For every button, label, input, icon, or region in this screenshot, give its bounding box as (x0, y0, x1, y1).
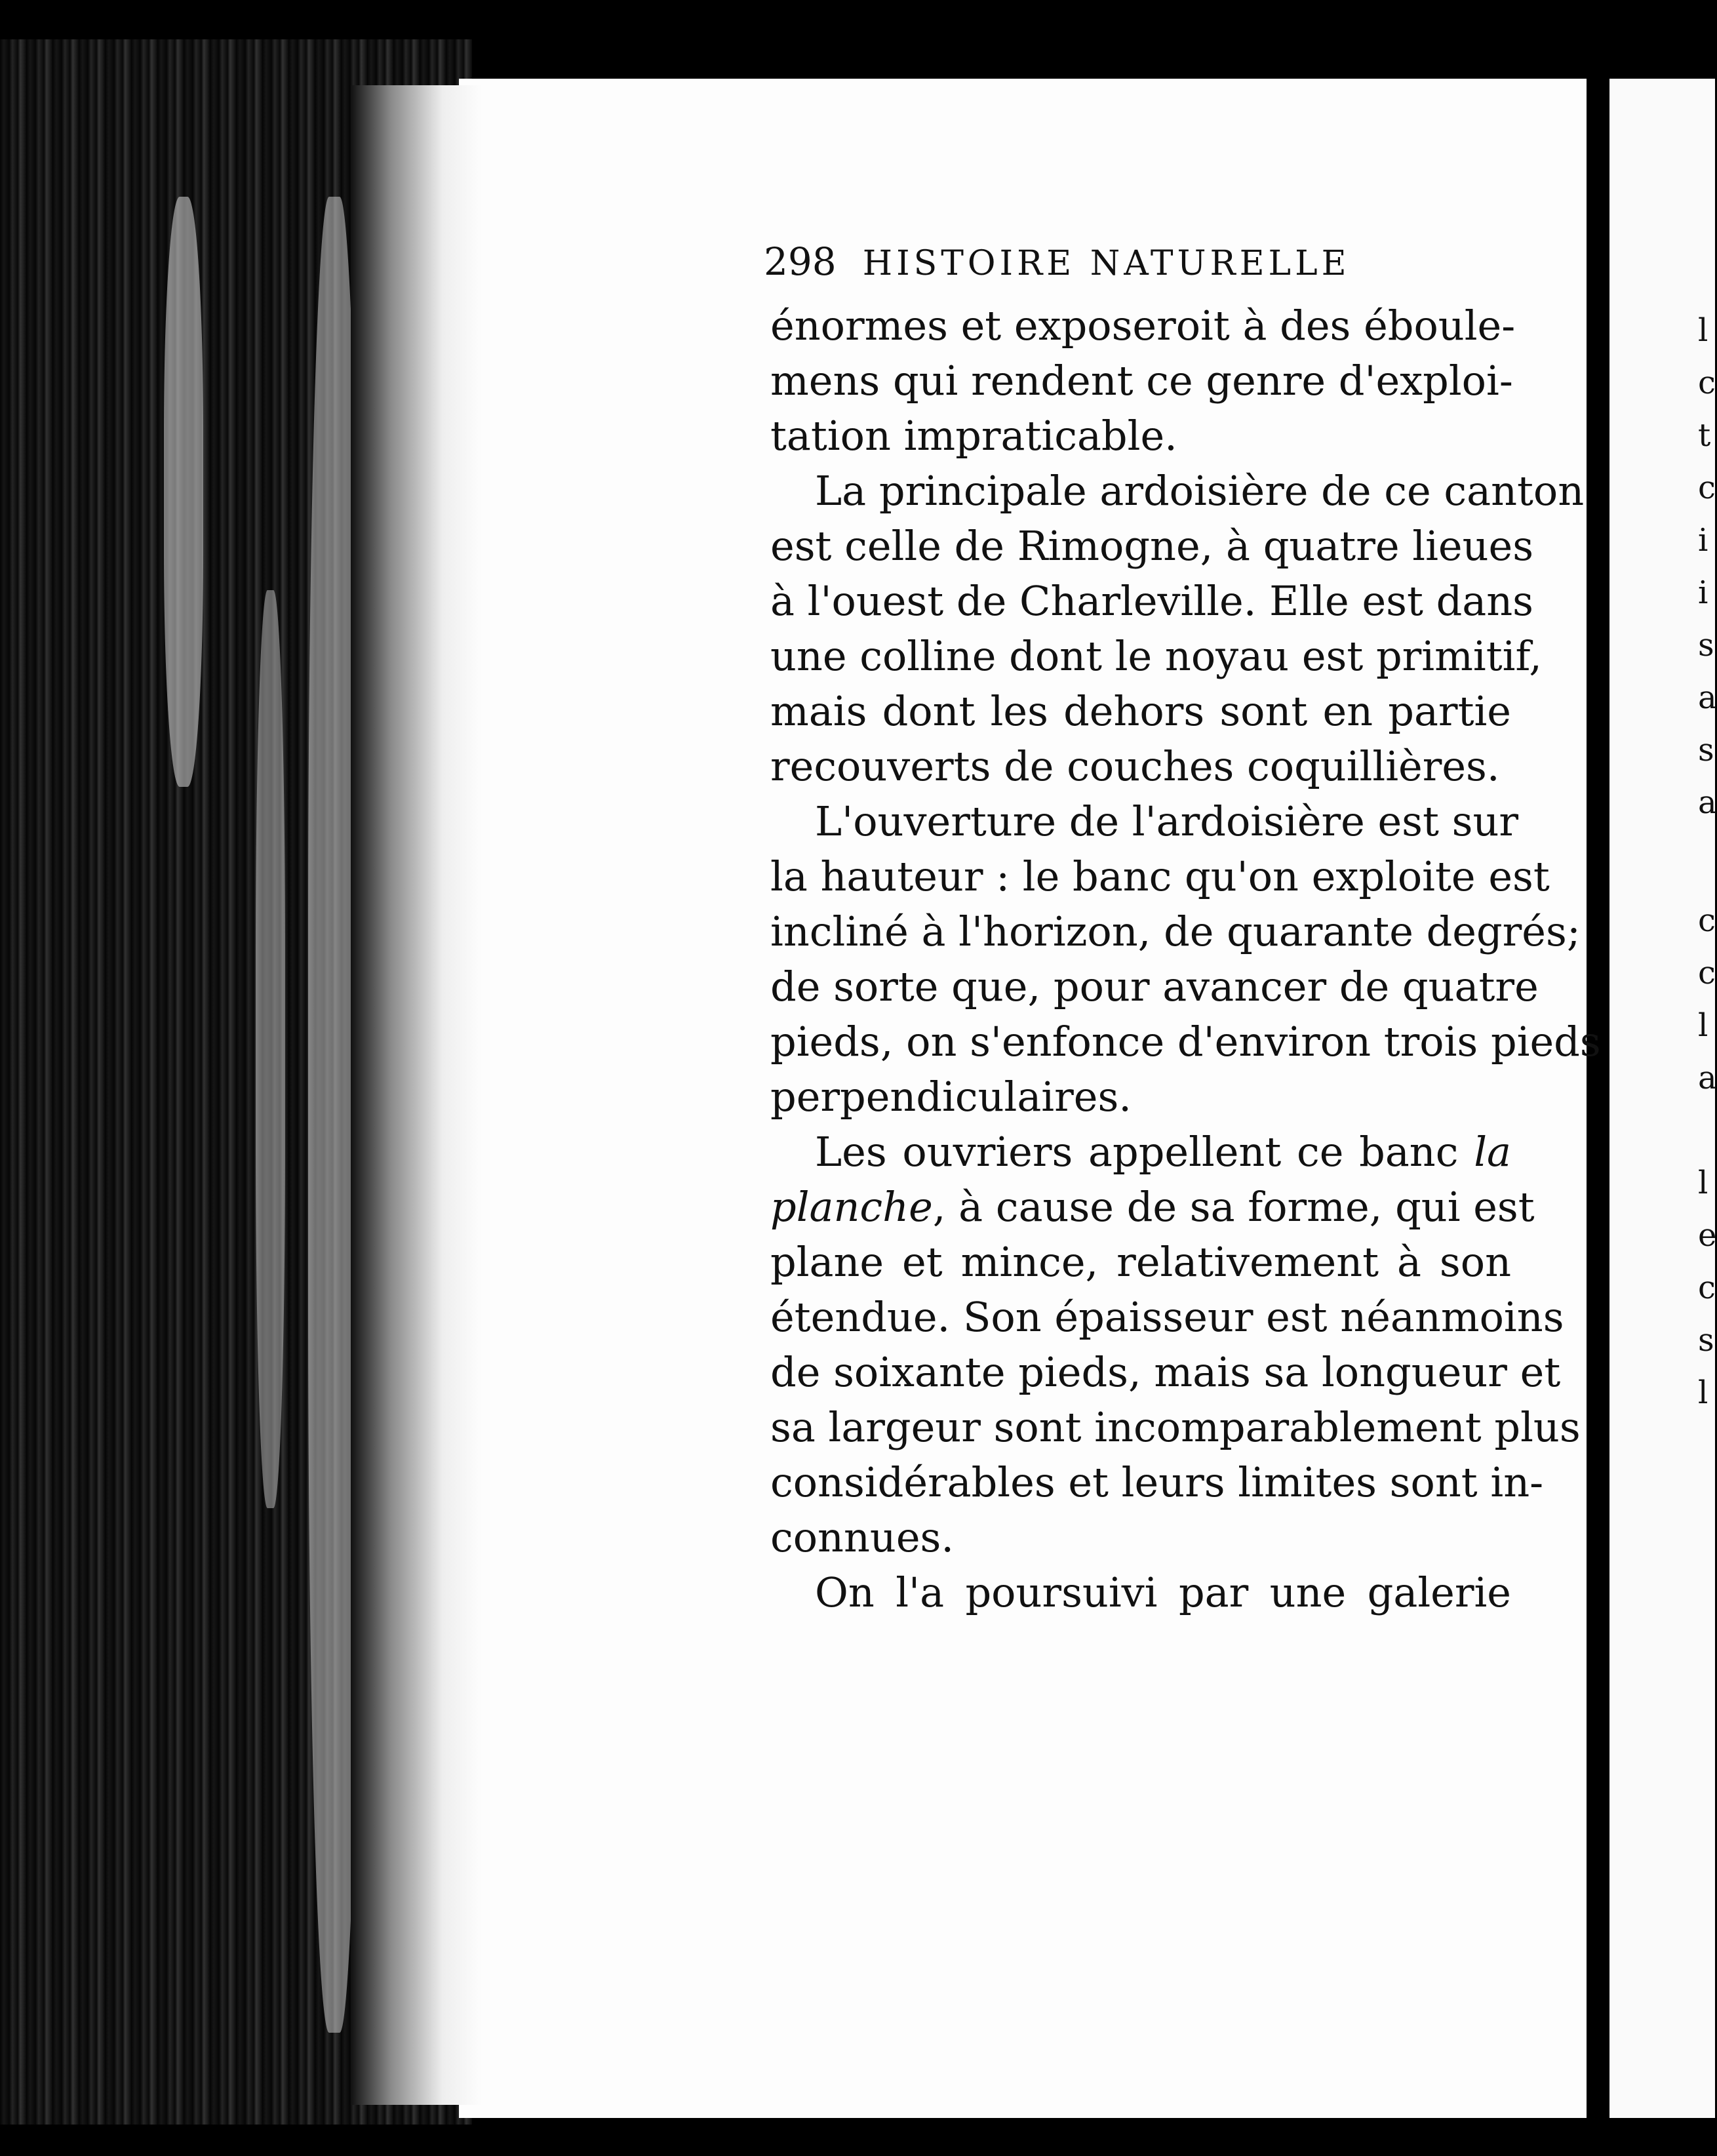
facing-page-glyph: a (1698, 679, 1717, 716)
text-line: plane et mince, relativement à son (770, 1238, 1511, 1286)
facing-page-glyph: t (1698, 417, 1711, 454)
text-line (770, 1125, 1511, 1180)
page-edge-highlight (256, 590, 285, 1508)
paragraph (770, 1565, 1511, 1620)
text-line: connues. (770, 1513, 955, 1561)
text-line: incliné à l'horizon, de quarante degrés; (770, 908, 1581, 955)
text-line: planche, à cause de sa forme, qui est (770, 1183, 1535, 1231)
facing-page-glyph: s (1698, 1322, 1714, 1359)
text-line: On l'a poursuivi par une galerie (815, 1568, 1511, 1616)
facing-page-glyph: l (1698, 312, 1708, 349)
text-line: à l'ouest de Charleville. Elle est dans (770, 577, 1533, 625)
facing-page-glyph: s (1698, 732, 1714, 769)
running-title: HISTOIRE NATURELLE (862, 244, 1351, 283)
running-header (764, 239, 1400, 292)
paragraph (770, 298, 1516, 464)
paragraph (770, 1125, 1581, 1565)
facing-page-glyph: c (1698, 902, 1716, 939)
paragraph (770, 794, 1601, 1125)
body-text (770, 298, 1601, 1620)
text-line: de soixante pieds, mais sa longueur et (770, 1348, 1561, 1396)
text-line: L'ouverture de l'ardoisière est sur (815, 797, 1519, 845)
text-line: recouverts de couches coquillières. (770, 742, 1500, 790)
facing-page-glyph: c (1698, 469, 1716, 506)
facing-page-glyph: c (1698, 1269, 1716, 1306)
text-line: la hauteur : le banc qu'on exploite est (770, 852, 1550, 900)
facing-page-glyph: c (1698, 955, 1716, 991)
facing-page-glyph: a (1698, 784, 1717, 821)
text-line: énormes et exposeroit à des éboule- (770, 302, 1516, 349)
text-line: considérables et leurs limites sont in- (770, 1458, 1544, 1506)
text-line: de sorte que, pour avancer de quatre (770, 963, 1539, 1010)
text-line: pieds, on s'enfonce d'environ trois pieds (770, 1018, 1601, 1066)
text-line: sa largeur sont incomparablement plus (770, 1403, 1581, 1451)
italic-word: la (1474, 1128, 1511, 1176)
paragraph (770, 464, 1585, 794)
text-line: perpendiculaires. (770, 1073, 1132, 1121)
text-line: étendue. Son épaisseur est néanmoins (770, 1293, 1564, 1341)
facing-page-glyph: l (1698, 1165, 1708, 1201)
facing-page-glyph: l (1698, 1007, 1708, 1044)
facing-page-glyph: e (1698, 1217, 1717, 1254)
page-edge-highlight (164, 197, 203, 787)
text-line: mais dont les dehors sont en partie (770, 687, 1511, 735)
page-gutter-shadow (351, 85, 482, 2105)
facing-page-glyph: l (1698, 1374, 1708, 1411)
text-line-part: Les ouvriers appellent ce banc (815, 1128, 1459, 1176)
facing-page-glyph: c (1698, 365, 1716, 401)
page-number: 298 (764, 239, 837, 284)
facing-page-glyph: a (1698, 1060, 1717, 1096)
text-line: une colline dont le noyau est primitif, (770, 632, 1542, 680)
facing-page-glyph: i (1698, 574, 1708, 611)
facing-page-glyph: i (1698, 522, 1708, 559)
text-line: mens qui rendent ce genre d'exploi- (770, 357, 1513, 405)
text-line: tation impraticable. (770, 412, 1177, 460)
text-line: est celle de Rimogne, à quatre lieues (770, 522, 1534, 570)
text-line: La principale ardoisière de ce canton (815, 467, 1585, 515)
italic-word: planche (770, 1183, 933, 1231)
facing-page-glyph: s (1698, 627, 1714, 664)
